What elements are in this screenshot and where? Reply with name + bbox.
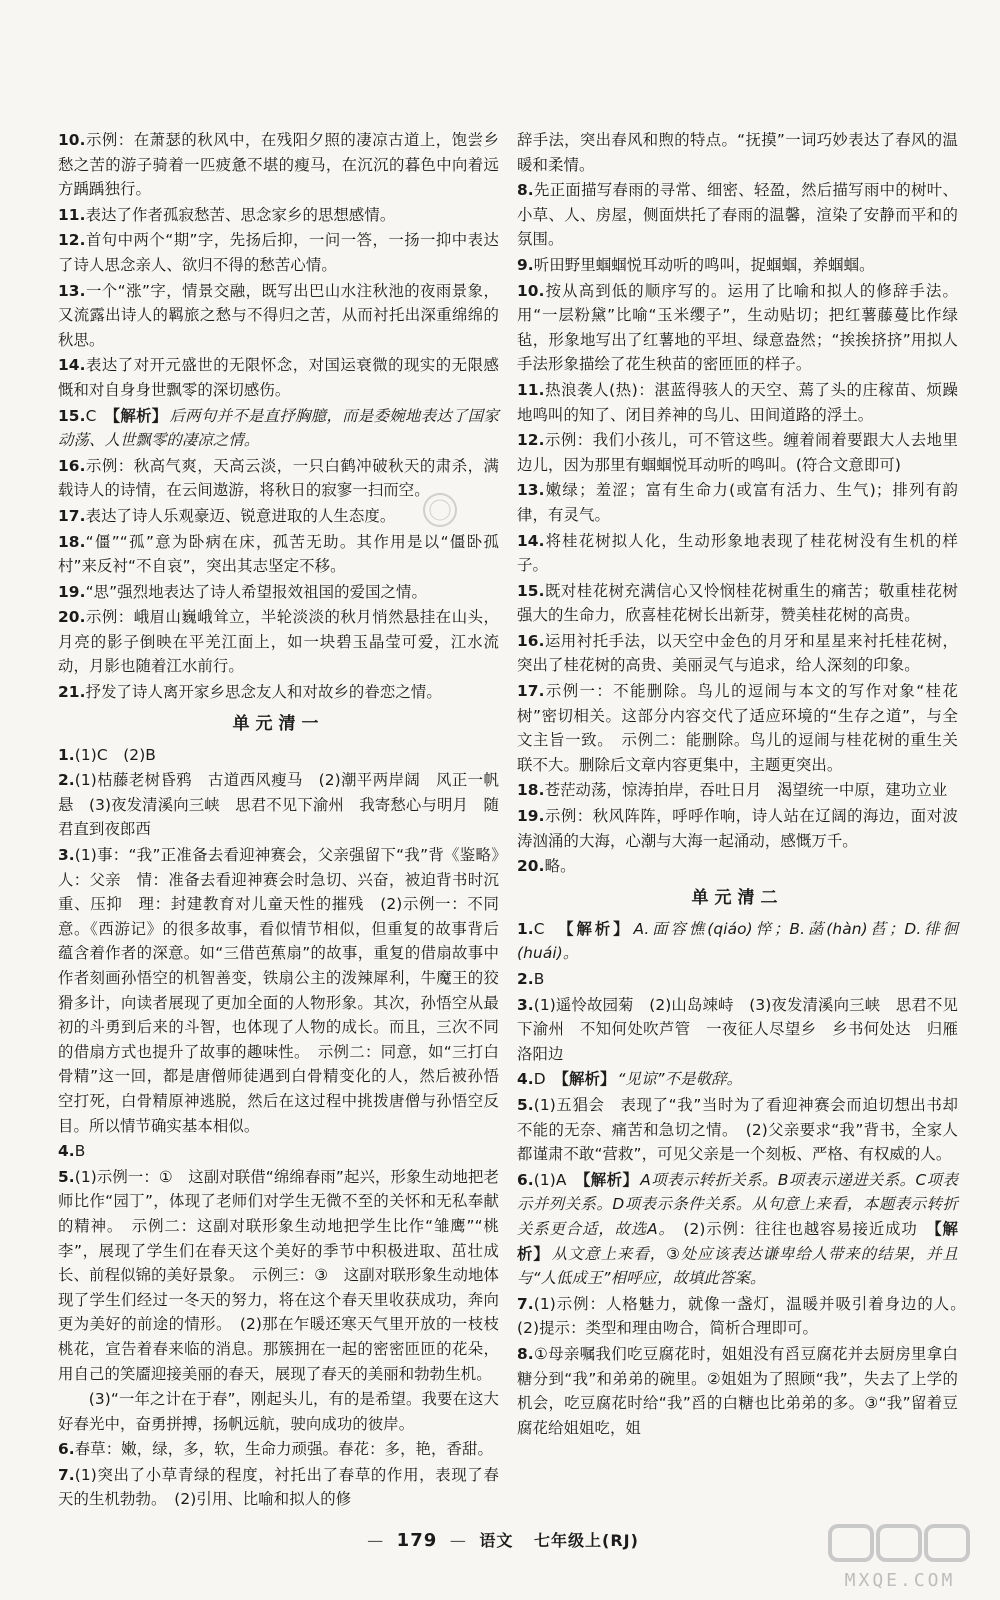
item-number: 9.	[517, 255, 534, 274]
item-number: 12.	[58, 231, 86, 250]
unit1-answer-item	[58, 768, 499, 842]
item-number: 14.	[517, 531, 545, 550]
right-answer-item	[517, 428, 958, 477]
item-number: 8.	[517, 1344, 534, 1363]
answer-item-15	[58, 404, 499, 453]
subject-label: 语文	[479, 1531, 514, 1550]
item-number: 21.	[58, 683, 86, 702]
right-answer-item	[517, 178, 958, 252]
item-text: (1)事：“我”正准备去看迎神赛会，父亲强留下“我”背《鉴略》 人：父亲 情：准备去看迎神赛会时急切、兴奋，被迫背书时沉重、压抑 理：封建教育对儿童天性的摧残 (2)示例一：不同意。《西游记》的很多故事，看似情节相似，但重复的故事背后蕴含着作者的深意。如“三借芭蕉扇”的故事，重复的借扇故事中作者刻画孙悟空的机智善变，铁扇公主的泼辣犀利，牛魔王的狡猾多计，向读者展现了更加全面的人物形象。其次，孙悟空从最初的斗勇到后来的斗智，也体现了人物的成长。而且，三次不同的借扇方式也提升了故事的趣味性。 示例二：同意，如“三打白骨精”这一回，都是唐僧师徒遇到白骨精变化的人，然后被孙悟空打死，白骨精原神逃脱，然后在这过程中挑拨唐僧与孙悟空反目。所以情节确实基本相似。	[58, 846, 515, 1135]
analysis-label: 【解析】	[561, 1070, 616, 1089]
item-text: 一个“涨”字，情景交融，既写出巴山水注秋池的夜雨景象，又流露出诗人的羁旅之愁与不得归之苦，从而衬托出深重绵绵的秋思。	[58, 281, 499, 349]
item-text: (1)示例一：① 这副对联借“绵绵春雨”起兴，形象生动地把老师比作“园丁”，体现了老师们对学生无微不至的关怀和无私奉献的精神。 示例二：这副对联形象生动地把学生比作“雏鹰”“桃李”，展现了学生们在春天这个美好的季节中积极进取、茁壮成长、前程似锦的美好景象。 示例三：③ 这副对联形象生动地体现了学生们经过一冬天的努力，将在这个春天里收获成功，奔向更为美好的前途的情形。 (2)那在乍暖还寒天气里开放的一枝枝桃花，宣告着春来临的消息。那簇拥在一起的密密匝匝的花朵，用自己的笑靥迎接美丽的春天，展现了春天的美丽和勃勃生机。	[58, 1167, 499, 1383]
item-text: (2)示例：往往也越容易接近成功	[667, 1219, 934, 1238]
item-number: 1.	[58, 745, 75, 764]
item-number: 13.	[517, 481, 545, 500]
item-number: 13.	[58, 281, 86, 300]
analysis-text: “见谅”不是敬辞。	[617, 1070, 743, 1089]
item-text: 热浪袭人(热)：湛蓝得骇人的天空、蔫了头的庄稼苗、烦躁地鸣叫的知了、闭目养神的鸟儿、田间道路的浮土。	[517, 380, 958, 424]
item-text: (1)遥怜故园菊 (2)山岛竦峙 (3)夜发清溪向三峡 思君不见下渝州 不知何处吹芦管 一夜征人尽望乡 乡书何处达 归雁洛阳边	[517, 995, 958, 1063]
item-text: 苍茫动荡，惊涛拍岸，吞吐日月 渴望统一中原，建功立业	[544, 781, 948, 800]
item-number: 19.	[517, 807, 545, 826]
item-text: ①母亲嘱我们吃豆腐花时，姐姐没有舀豆腐花并去厨房里拿白糖分到“我”和弟弟的碗里。②姐姐为了照顾“我”，失去了上学的机会，吃豆腐花时给“我”舀的白糖也比弟弟的多。③“我”留着豆腐花给姐姐吃，姐	[517, 1344, 958, 1437]
item-number: 19.	[58, 582, 86, 601]
analysis-text: 从文意上来看，③处应该表达谦卑给人带来的结果，并且与“人低成王”相呼应，故填此答案。	[517, 1244, 958, 1288]
answer-item-s2-7	[517, 1292, 974, 1341]
item-text: B	[74, 1142, 86, 1161]
unit1-answer-item	[58, 1387, 499, 1436]
item-text: 表达了对开元盛世的无限怀念，对国运衰微的现实的无限感慨和对自身身世飘零的深切感伤。	[58, 356, 499, 399]
right-answer-item	[517, 579, 958, 628]
left-answer-item	[58, 353, 499, 402]
item-text: 示例：秋高气爽，天高云淡，一只白鹤冲破秋天的肃杀，满载诗人的诗情，在云间遨游，将秋日的寂寥一扫而空。	[58, 456, 499, 500]
item-number: 2.	[517, 970, 534, 988]
answer-item-s2-1	[517, 917, 958, 966]
item-text: (1)五猖会 表现了“我”当时为了看迎神赛会而迫切想出书却不能的无奈、痛苦和急切之情。 (2)父亲要求“我”背书，全家人都谨肃不敢“营救”，可见父亲是一个刻板、严格、有权威的人。	[517, 1095, 958, 1164]
analysis-text: A项表示转折关系。B项表示递进关系。C项表示并列关系。D项表示条件关系。从句意上来看，本题表示转折关系更合适，故选A。	[517, 1170, 959, 1238]
item-text: 听田野里蝈蝈悦耳动听的鸣叫，捉蝈蝈，养蝈蝈。	[533, 255, 875, 274]
left-column	[58, 128, 515, 1520]
item-text: 示例：我们小孩儿，可不管这些。缠着闹着要跟大人去地里边儿，因为那里有蝈蝈悦耳动听的鸣叫。(符合文意即可)	[517, 431, 958, 474]
section-title-unit1: 单元清一	[232, 713, 325, 734]
unit1-answer-item	[58, 1165, 499, 1386]
analysis-label: 【解析】	[582, 1170, 639, 1189]
item-answer: C	[533, 919, 545, 938]
item-text: (1)枯藤老树昏鸦 古道西风瘦马 (2)潮平两岸阔 风正一帆悬 (3)夜发清溪向三峡 思君不见下渝州 我寄愁心与明月 随君直到夜郎西	[58, 771, 499, 839]
left-answer-item	[58, 680, 499, 705]
analysis-label: 【解析】	[565, 919, 632, 938]
item-number: 8.	[517, 181, 534, 200]
left-answer-item	[58, 605, 499, 679]
item-number: 3.	[58, 846, 75, 865]
item-text: 嫩绿；羞涩；富有生命力(或富有活力、生气)；排列有韵律，有灵气。	[517, 481, 958, 524]
right-answer-item	[517, 478, 958, 527]
item-text: 示例：秋风阵阵，呼呼作响，诗人站在辽阔的海边，面对波涛汹涌的大海，心潮与大海一起涌动，感慨万千。	[517, 807, 958, 850]
item-number: 2.	[58, 771, 75, 790]
item-number: 16.	[517, 631, 545, 650]
right-answer-item	[517, 854, 958, 879]
item-text: 示例：峨眉山巍峨耸立，半轮淡淡的秋月悄然悬挂在山头，月亮的影子倒映在平羌江面上，如一块碧玉晶莹可爱，江水流动，月影也随着江水前行。	[58, 608, 499, 676]
right-answer-item	[517, 128, 958, 177]
item-number: 12.	[517, 431, 545, 450]
answer-item-s2-8	[517, 1342, 958, 1440]
grade-label: 七年级上(RJ)	[534, 1531, 639, 1550]
right-answer-item	[517, 529, 958, 578]
stamp-mark	[420, 490, 460, 530]
item-number: 1.	[517, 919, 534, 938]
section-title-unit2: 单元清二	[691, 887, 784, 908]
item-text: 略。	[544, 857, 576, 876]
item-text: 既对桂花树充满信心又怜悯桂花树重生的痛苦；敬重桂花树强大的生命力，欣喜桂花树长出新芽，赞美桂花树的高贵。	[517, 581, 958, 625]
item-text: (1)突出了小草青绿的程度，衬托出了春草的作用，表现了春天的生机勃勃。 (2)引用、比喻和拟人的修	[58, 1465, 499, 1509]
item-text: B	[533, 970, 545, 988]
left-answer-item	[58, 580, 499, 605]
analysis-label: 【解析】	[517, 1219, 958, 1263]
unit2-answer-item	[517, 993, 958, 1067]
footer-dash-right: —	[449, 1531, 467, 1550]
unit2-answer-item	[517, 967, 958, 992]
item-number: 5.	[58, 1167, 75, 1186]
item-text: 抒发了诗人离开家乡思念友人和对故乡的眷恋之情。	[85, 683, 442, 702]
item-number: 15.	[517, 581, 545, 600]
unit1-answer-item	[58, 843, 515, 1138]
right-answer-item	[517, 778, 958, 803]
left-answer-item	[58, 228, 499, 277]
site-watermark-logo	[810, 1522, 990, 1594]
item-text: (3)“一年之计在于春”，刚起头儿，有的是希望。我要在这大好春光中，奋勇拼搏，扬帆远航，驶向成功的彼岸。	[58, 1390, 499, 1433]
answer-item-s2-5	[517, 1093, 958, 1167]
item-text: 春草：嫩，绿，多，软，生命力顽强。春花：多，艳，香甜。	[74, 1440, 494, 1459]
unit1-answer-item	[58, 1139, 499, 1164]
item-text: 辞手法，突出春风和煦的特点。“抚摸”一词巧妙表达了春风的温暖和柔情。	[517, 131, 958, 174]
item-number: 10.	[58, 131, 86, 149]
item-text: 表达了诗人乐观豪迈、锐意进取的人生态度。	[85, 506, 396, 525]
item-number: 7.	[58, 1465, 75, 1484]
answer-item-s2-6	[517, 1168, 958, 1291]
unit1-answer-item	[58, 1437, 499, 1462]
item-number: 18.	[58, 532, 86, 551]
right-column	[517, 128, 974, 1520]
analysis-label: 【解析】	[112, 406, 168, 425]
item-text: 先正面描写春雨的寻常、细密、轻盈，然后描写雨中的树叶、小草、人、房屋，侧面烘托了春雨的温馨，渲染了安静而平和的氛围。	[517, 181, 958, 249]
item-number: 14.	[58, 356, 86, 375]
item-text: (1)示例：人格魅力，就像一盏灯，温暖并吸引着身边的人。 (2)提示：类型和理由吻合，简析合理即可。	[517, 1294, 974, 1338]
item-text: (1)A	[533, 1170, 583, 1189]
item-text: “僵”“孤”意为卧病在床，孤苦无助。其作用是以“僵卧孤村”来反衬“不自哀”，突出其志坚定不移。	[58, 532, 499, 576]
answer-page	[58, 128, 974, 1520]
item-number: 4.	[58, 1142, 75, 1161]
left-answer-item	[58, 530, 499, 579]
item-number: 4.	[517, 1070, 534, 1089]
item-number: 20.	[58, 608, 86, 627]
item-number: 5.	[517, 1095, 534, 1114]
item-number: 17.	[517, 682, 545, 701]
item-text: 首句中两个“期”字，先扬后抑，一问一答，一扬一抑中表达了诗人思念亲人、欲归不得的愁苦心情。	[58, 231, 499, 274]
item-text: 示例：在萧瑟的秋风中，在残阳夕照的凄凉古道上，饱尝乡愁之苦的游子骑着一匹疲惫不堪的瘦马，在沉沉的暮色中向着远方踽踽独行。	[58, 131, 499, 199]
item-text: 按从高到低的顺序写的。运用了比喻和拟人的修辞手法。用“一层粉黛”比喻“玉米缨子”，生动贴切；把红薯藤蔓比作绿毡，形象地写出了红薯地的平坦、绿意盎然；“挨挨挤挤”用拟人手法形象描绘了花生秧苗的密匝匝的样子。	[517, 281, 958, 374]
item-number: 7.	[517, 1294, 534, 1313]
item-text: (1)C (2)B	[74, 745, 156, 764]
item-number: 3.	[517, 995, 534, 1014]
watermark-text: MXQE.COM	[844, 1570, 956, 1591]
item-text: 示例一：不能删除。鸟儿的逗闹与本文的写作对象“桂花树”密切相关。这部分内容交代了适应环境的“生存之道”，与全文主旨一致。 示例二：能删除。鸟儿的逗闹与桂花树的重生关联不大。删除后文章内容更集中，主题更突出。	[517, 682, 958, 774]
item-answer: D	[533, 1070, 546, 1089]
right-answer-item	[517, 679, 958, 777]
item-number: 20.	[517, 857, 545, 876]
right-answer-item	[517, 253, 958, 278]
item-text: 运用衬托手法，以天空中金色的月牙和星星来衬托桂花树，突出了桂花树的高贵、美丽灵气与追求，给人深刻的印象。	[517, 631, 958, 675]
item-number: 6.	[517, 1170, 534, 1189]
item-number: 11.	[58, 205, 86, 224]
item-number: 6.	[58, 1440, 75, 1459]
item-text: “思”强烈地表达了诗人希望报效祖国的爱国之情。	[85, 582, 428, 601]
analysis-text: A.面容憔(qiáo)悴；B.菡(hàn)萏；D.徘徊(huái)。	[517, 919, 958, 963]
item-text: 表达了作者孤寂愁苦、思念家乡的思想感情。	[85, 205, 396, 224]
item-number: 15.	[58, 406, 86, 425]
right-answer-item	[517, 804, 958, 853]
item-number: 16.	[58, 456, 86, 475]
unit1-answer-item	[58, 743, 499, 768]
right-answer-item	[517, 629, 958, 678]
page-number: 179	[396, 1530, 438, 1551]
answer-item-s2-4	[517, 1067, 958, 1092]
analysis-text: 后两句并不是直抒胸臆，而是委婉地表达了国家动荡、人世飘零的凄凉之情。	[58, 406, 499, 450]
item-answer: C	[85, 406, 97, 425]
left-answer-item	[58, 128, 499, 202]
item-number: 11.	[517, 380, 545, 399]
left-answer-item	[58, 279, 499, 353]
unit1-answer-item	[58, 1463, 499, 1512]
item-number: 18.	[517, 781, 545, 800]
footer-dash-left: —	[367, 1531, 385, 1550]
right-answer-item	[517, 279, 958, 377]
item-number: 10.	[517, 281, 545, 300]
right-answer-item	[517, 378, 958, 427]
item-number: 17.	[58, 506, 86, 525]
left-answer-item	[58, 203, 499, 228]
item-text: 将桂花树拟人化，生动形象地表现了桂花树没有生机的样子。	[517, 531, 958, 575]
